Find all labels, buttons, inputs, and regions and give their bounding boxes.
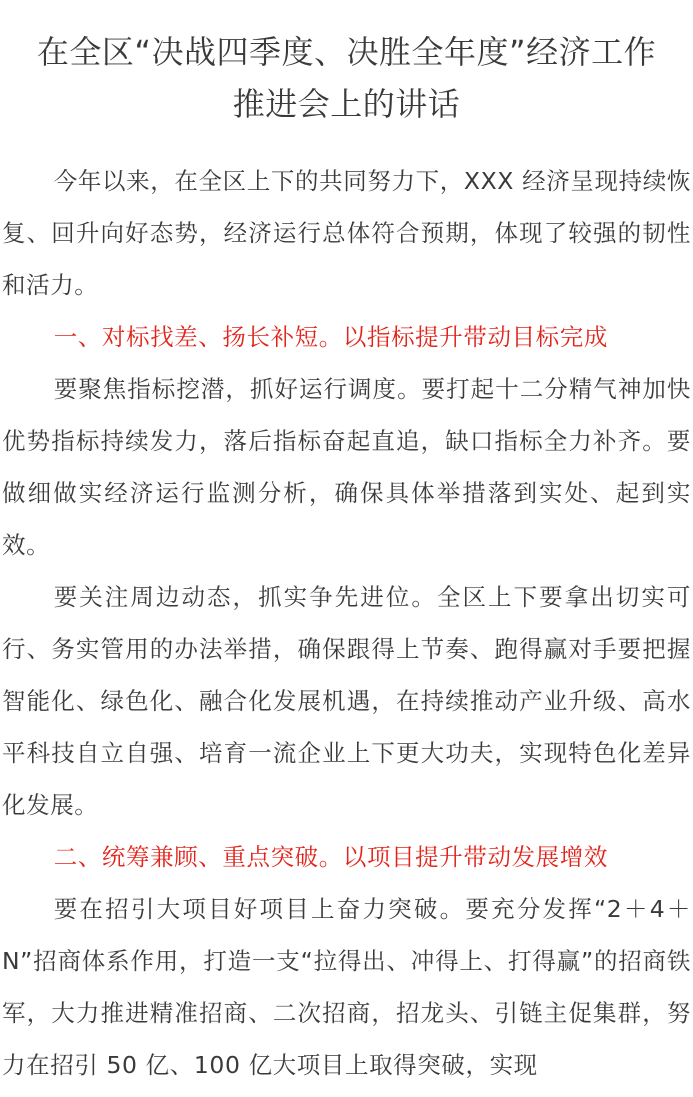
- document-title: [0, 0, 693, 130]
- body-paragraph-1: 要聚焦指标挖潜，抓好运行调度。要打起十二分精气神加快优势指标持续发力，落后指标奋起直追，缺口指标全力补齐。要做细做实经济运行监测分析，确保具体举措落到实处、起到实效。: [2, 375, 691, 559]
- title-line-2: 推进会上的讲话: [232, 85, 461, 123]
- body-paragraph-3: 要在招引大项目好项目上奋力突破。要充分发挥“2＋4＋N”招商体系作用，打造一支“拉得出、冲得上、打得赢”的招商铁军，大力推进精准招商、二次招商，招龙头、引链主促集群，努力在招引 50 亿、100 亿大项目上取得突破，实现: [2, 895, 691, 1079]
- title-line-1: 在全区“决战四季度、决胜全年度”经济工作: [36, 33, 657, 71]
- body-paragraph-2: 要关注周边动态，抓实争先进位。全区上下要拿出切实可行、务实管用的办法举措，确保跟得上节奏、跑得赢对手要把握智能化、绿色化、融合化发展机遇，在持续推动产业升级、高水平科技自立自强、培育一流企业上下更大功夫，实现特色化差异化发展。: [2, 583, 691, 819]
- intro-paragraph: 今年以来，在全区上下的共同努力下，XXX 经济呈现持续恢复、回升向好态势，经济运行总体符合预期，体现了较强的韧性和活力。: [2, 167, 691, 299]
- section-heading-1: 一、对标找差、扬长补短。以指标提升带动目标完成: [53, 323, 608, 351]
- document-body: [0, 155, 693, 1091]
- section-heading-2: 二、统筹兼顾、重点突破。以项目提升带动发展增效: [53, 843, 608, 871]
